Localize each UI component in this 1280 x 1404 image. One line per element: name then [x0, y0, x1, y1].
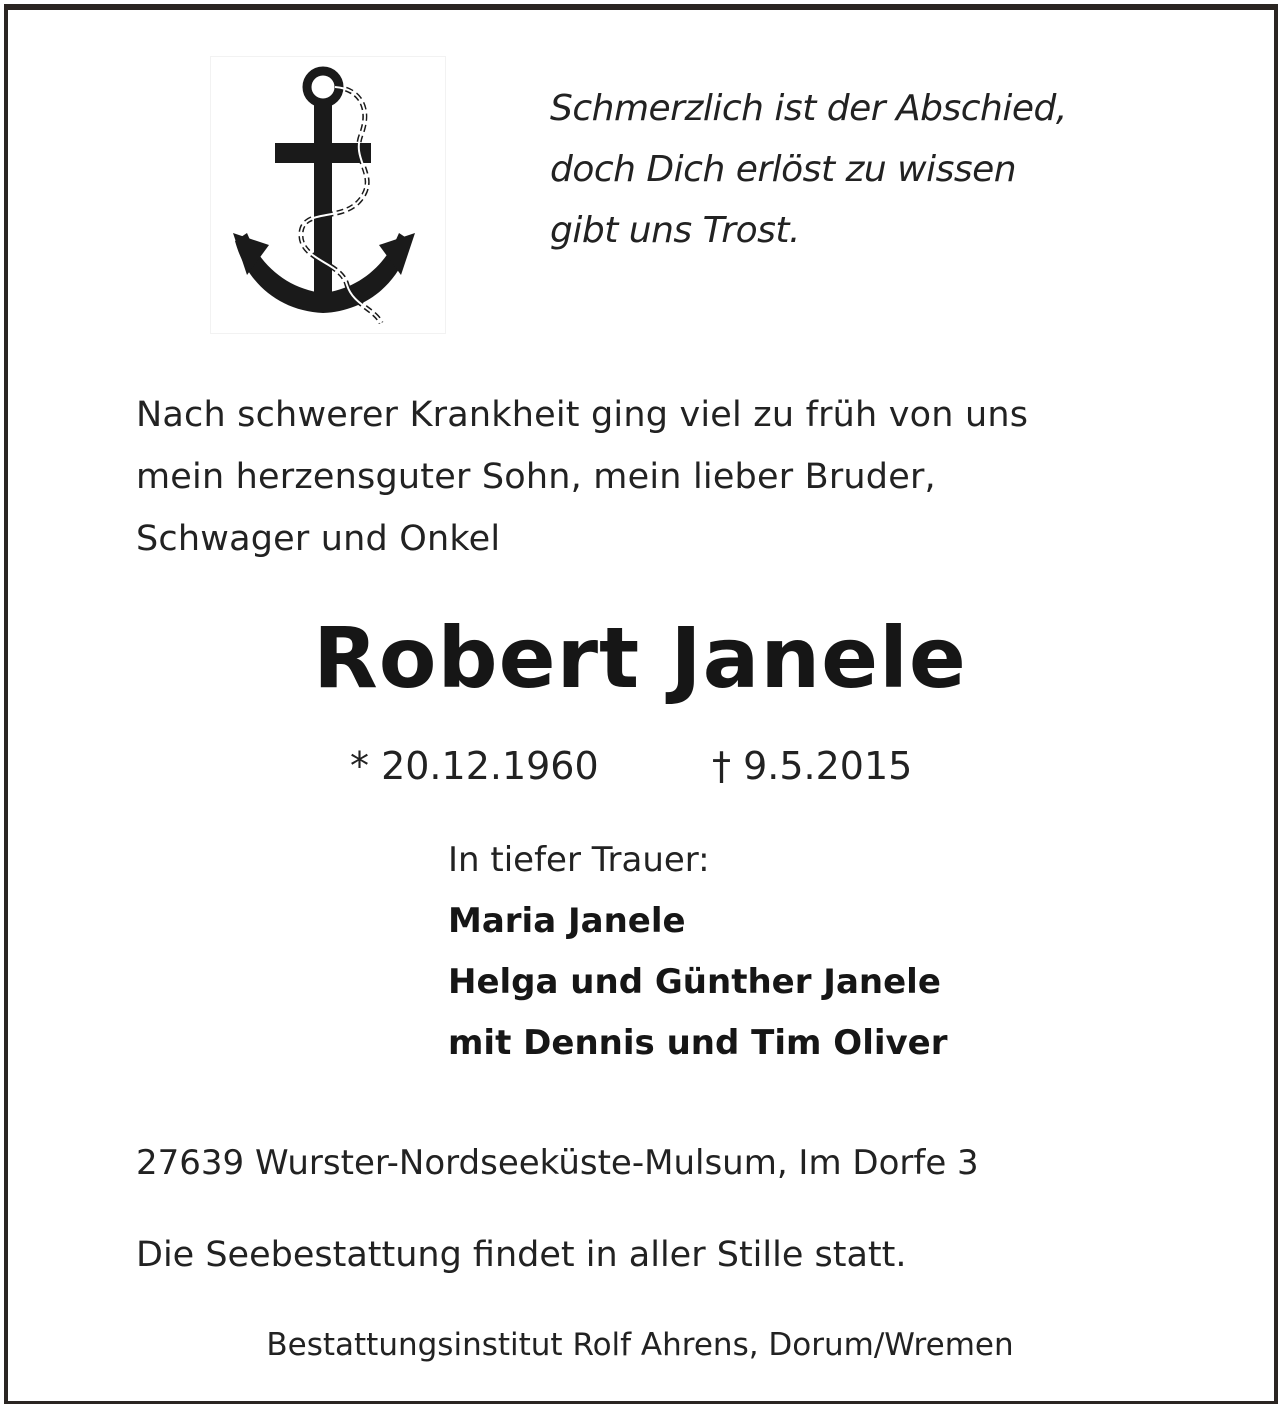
- birth-date: * 20.12.1960: [350, 744, 599, 788]
- intro-text: [136, 384, 1136, 570]
- intro-line: Nach schwerer Krankheit ging viel zu früh von uns: [136, 395, 1029, 435]
- burial-note: Die Seebestattung findet in aller Stille statt.: [136, 1235, 907, 1275]
- verse: [550, 78, 1190, 261]
- mourner-line: Helga und Günther Janele: [448, 962, 941, 1002]
- mourner-line: mit Dennis und Tim Oliver: [448, 1023, 948, 1063]
- verse-line: gibt uns Trost.: [550, 210, 800, 251]
- undertaker: Bestattungsinstitut Rolf Ahrens, Dorum/Wremen: [266, 1327, 1014, 1363]
- anchor-icon: [210, 56, 446, 334]
- verse-line: doch Dich erlöst zu wissen: [550, 149, 1017, 190]
- mourners-intro: In tiefer Trauer:: [448, 840, 710, 880]
- deceased-name: Robert Janele: [313, 609, 967, 707]
- mourners-list: [448, 830, 948, 1074]
- address: 27639 Wurster-Nordseeküste-Mulsum, Im Dorfe 3: [136, 1143, 979, 1183]
- death-date: † 9.5.2015: [712, 744, 913, 788]
- intro-line: Schwager und Onkel: [136, 519, 501, 559]
- verse-line: Schmerzlich ist der Abschied,: [550, 88, 1067, 129]
- mourner-line: Maria Janele: [448, 901, 686, 941]
- intro-line: mein herzensguter Sohn, mein lieber Bruder,: [136, 457, 936, 497]
